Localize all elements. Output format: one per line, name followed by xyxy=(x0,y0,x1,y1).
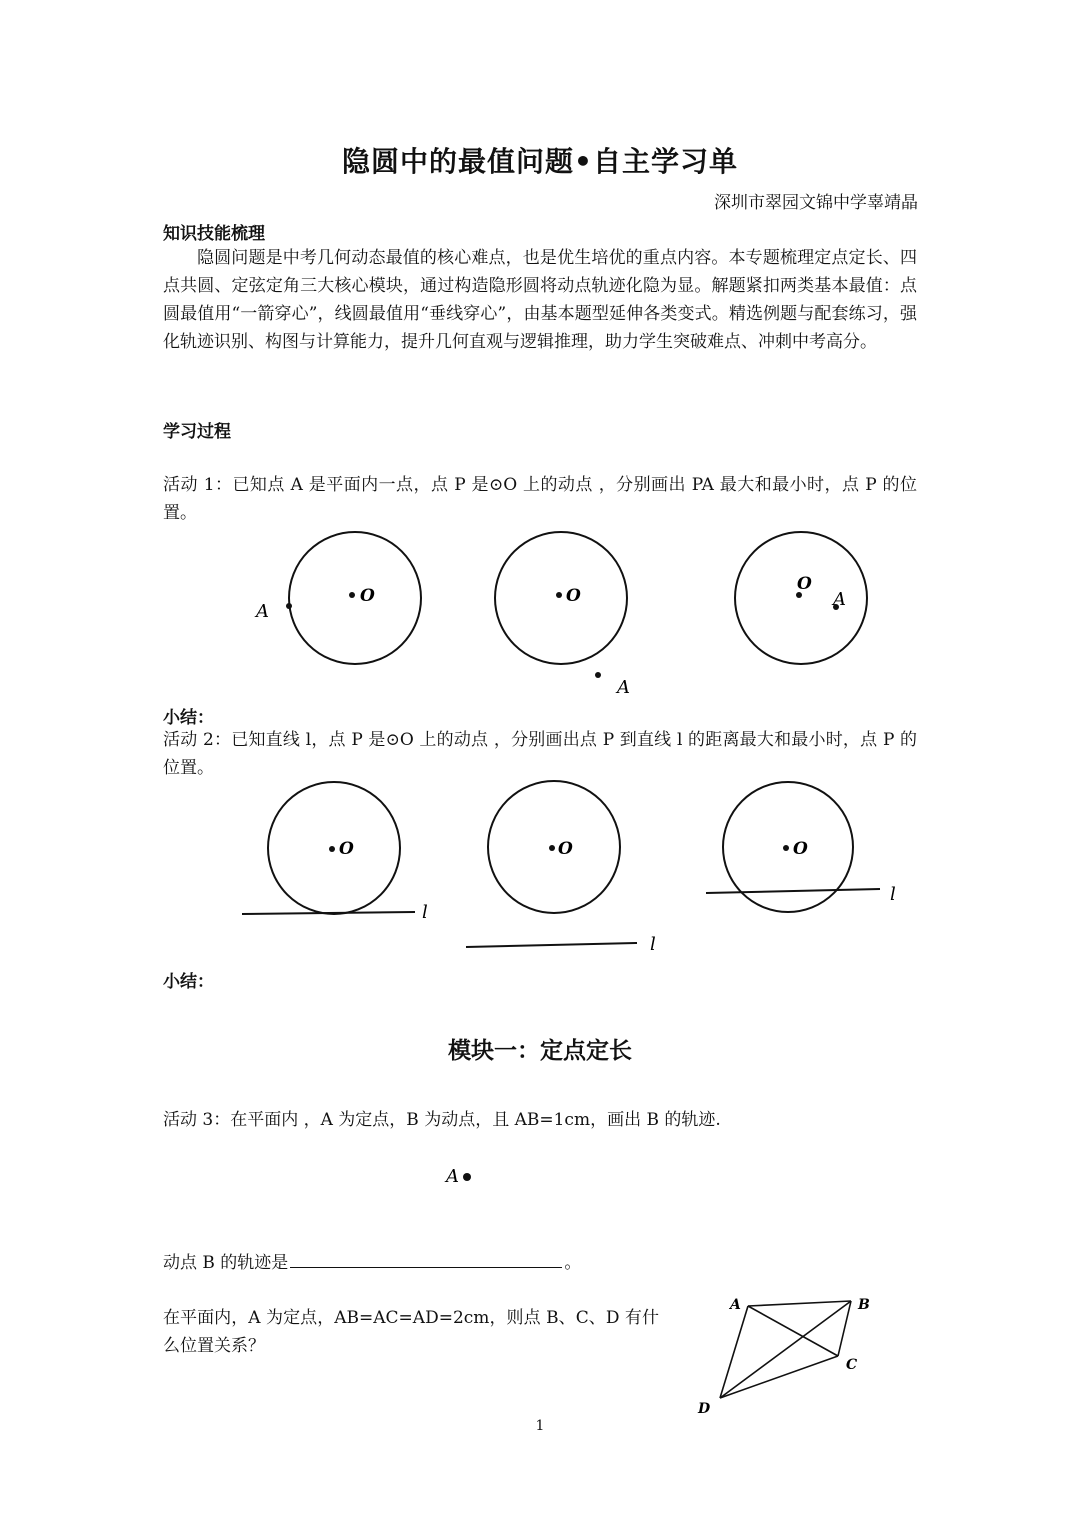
segment-CD xyxy=(720,1356,838,1398)
activity2-text: 活动 2：已知直线 l，点 P 是⊙O 上的动点 ，分别画出点 P 到直线 l 的距离最大和最小时，点 P 的位置。 xyxy=(163,730,917,778)
activity3-text: 活动 3：在平面内 ，A 为定点，B 为动点，且 AB=1cm，画出 B 的轨迹. xyxy=(163,1110,721,1130)
circle-O xyxy=(495,532,627,664)
center-point xyxy=(549,845,555,851)
point-A xyxy=(463,1173,471,1181)
point-A xyxy=(286,603,292,609)
label-A: A xyxy=(617,677,630,698)
knowledge-paragraph: 隐圆问题是中考几何动态最值的核心难点，也是优生培优的重点内容。本专题梳理定点定长、四点共圆、定弦定角三大核心模块，通过构造隐形圆将动点轨迹化隐为显。解题紧扣两类基本最值：点圆最值用“一箭穿心”，线圆最值用“垂线穿心”，由基本题型延伸各类变式。精选例题与配套练习，强化轨迹识别、构图与计算能力，提升几何直观与逻辑推理，助力学生突破难点、冲刺中考高分。 xyxy=(163,248,917,352)
activity1-figure-3 xyxy=(735,532,867,664)
segment-AC xyxy=(748,1306,838,1356)
trace-suffix: 。 xyxy=(564,1253,582,1273)
answer-blank[interactable] xyxy=(290,1249,562,1268)
label-O: O xyxy=(339,839,354,859)
label-l: l xyxy=(890,884,896,905)
circle-O xyxy=(289,532,421,664)
center-point xyxy=(329,846,335,852)
label-A: A xyxy=(446,1166,459,1187)
quadrilateral-figure xyxy=(690,1285,890,1420)
point-A xyxy=(595,672,601,678)
center-point xyxy=(783,845,789,851)
center-point xyxy=(349,592,355,598)
activity2-figure-3 xyxy=(706,782,896,912)
page-number: 1 xyxy=(535,1418,545,1434)
activity1-figures xyxy=(0,525,1080,705)
label-A: A xyxy=(730,1297,741,1313)
activity1-text: 活动 1：已知点 A 是平面内一点，点 P 是⊙O 上的动点 ，分别画出 PA 最大和最小时，点 P 的位置。 xyxy=(163,475,917,523)
line-l xyxy=(242,912,415,914)
label-D: D xyxy=(698,1401,711,1417)
segment-AB xyxy=(748,1301,851,1306)
activity1-figure-1 xyxy=(254,532,421,664)
question-text: 在平面内，A 为定点，AB=AC=AD=2cm，则点 B、C、D 有什么位置关系？ xyxy=(163,1308,659,1356)
label-O: O xyxy=(558,839,573,859)
page-title: 隐圆中的最值问题•自主学习单 xyxy=(342,145,738,178)
summary-label-2: 小结： xyxy=(163,972,214,992)
circle-O xyxy=(735,532,867,664)
activity3-figure xyxy=(430,1160,490,1190)
section-heading-process: 学习过程 xyxy=(163,422,231,442)
label-O: O xyxy=(797,574,812,594)
label-C: C xyxy=(846,1357,858,1373)
activity1-figure-2 xyxy=(495,532,630,698)
section-heading-knowledge: 知识技能梳理 xyxy=(163,224,265,244)
line-l xyxy=(466,943,637,947)
label-l: l xyxy=(422,902,428,923)
module-heading: 模块一：定点定长 xyxy=(448,1038,632,1064)
line-l xyxy=(706,889,880,893)
segment-BD xyxy=(720,1301,851,1398)
label-B: B xyxy=(858,1297,870,1313)
segment-DA xyxy=(720,1306,748,1398)
activity2-figures xyxy=(0,780,1080,960)
label-O: O xyxy=(793,839,808,859)
author-line: 深圳市翠园文锦中学辜靖晶 xyxy=(714,193,918,213)
label-O: O xyxy=(566,586,581,606)
label-A: A xyxy=(256,601,269,622)
label-O: O xyxy=(360,586,375,606)
summary-label-1: 小结： xyxy=(163,708,214,728)
label-A: A xyxy=(833,589,846,610)
activity2-figure-1 xyxy=(242,782,428,923)
trace-answer-line xyxy=(163,1249,763,1277)
activity2-figure-2 xyxy=(466,781,656,955)
trace-prefix: 动点 B 的轨迹是 xyxy=(163,1253,289,1273)
label-l: l xyxy=(650,934,656,955)
center-point xyxy=(556,592,562,598)
